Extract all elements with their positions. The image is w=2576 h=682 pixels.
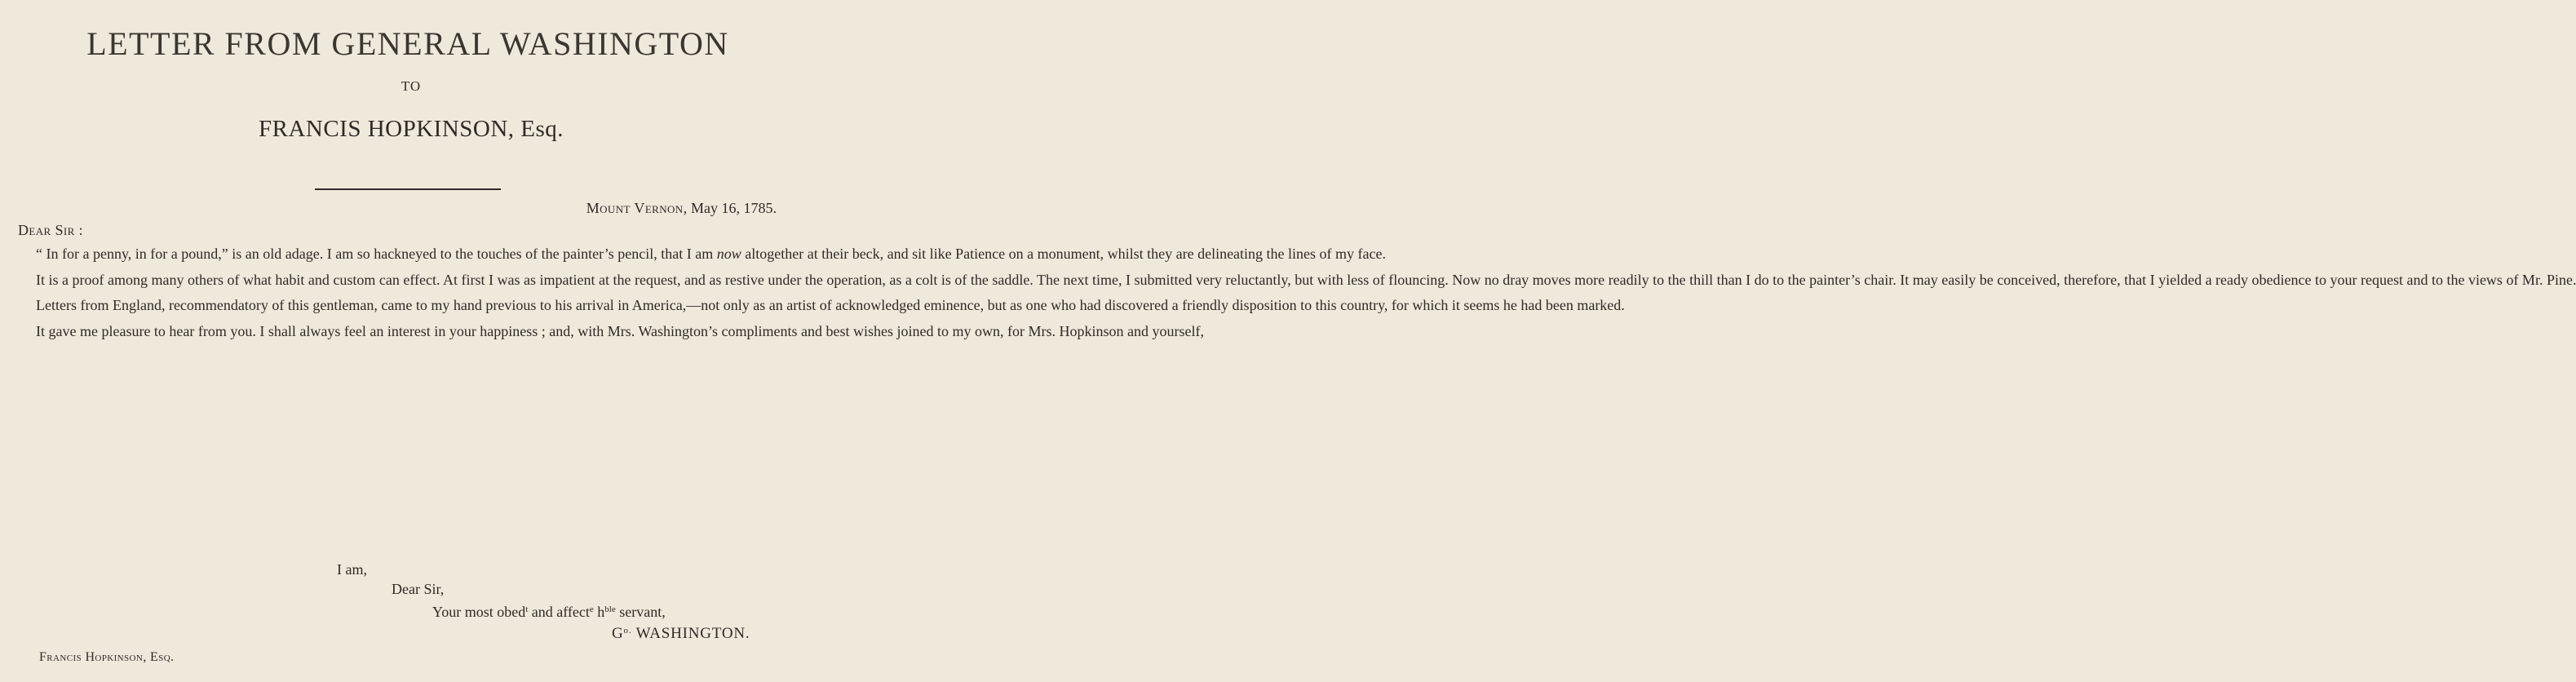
- paragraph-2: It is a proof among many others of what habit and custom can effect. At first I was as impatient at the request, and as restive under the operation, as a colt is of the saddle. The next time, I submitted very reluctantly, but with less of flouncing. Now no dray moves more readily to the thill than I do to the painter’s chair. It may easily be conceived, therefore, that I yielded a ready obedience to your request and to the views of Mr. Pine.: [36, 271, 2576, 288]
- footer-addressee: Francis Hopkinson, Esq.: [39, 650, 175, 664]
- emphasis-word: now: [716, 246, 741, 262]
- signature-name: WASHINGTON.: [631, 625, 750, 642]
- superscript-e: e: [589, 604, 594, 614]
- paragraph-3: Letters from England, recommendatory of this gentleman, came to my hand previous to his arrival in America,—not only as an artist of acknowledged eminence, but as one who had discovered a friendly disposition to this country, for which it seems he had been marked.: [36, 297, 1625, 313]
- paragraph-1-start: “ In for a penny, in for a pound,” is an old adage. I am so hackneyed to the touches of the painter’s pencil, that I am: [36, 246, 717, 262]
- closing-text-3: h: [593, 604, 605, 620]
- signature-initial: G: [612, 625, 624, 642]
- paragraph-4: It gave me pleasure to hear from you. I shall always feel an interest in your happiness ; and, with Mrs. Washington’s compliments and best wishes joined to my own, for Mrs. Hopkinson and yourself,: [36, 322, 1204, 339]
- superscript-t: t: [525, 604, 529, 614]
- dateline-place: Mount Vernon,: [586, 200, 688, 216]
- closing-servant-line: [432, 604, 666, 621]
- closing-text-2: and affect: [528, 604, 590, 620]
- dateline-date: May 16, 1785.: [691, 200, 777, 216]
- letter-body: [18, 242, 2576, 343]
- paragraph-1: [18, 242, 1386, 267]
- signature-superscript: o.: [623, 626, 632, 636]
- superscript-ble: ble: [604, 604, 616, 614]
- dateline: [586, 200, 777, 217]
- closing-text-1: Your most obed: [432, 604, 526, 620]
- closing-i-am: I am,: [337, 561, 367, 578]
- to-label: TO: [401, 78, 422, 94]
- paragraph-1-end: altogether at their beck, and sit like Patience on a monument, whilst they are delineating the lines of my face.: [741, 246, 1386, 262]
- signature: [612, 625, 750, 643]
- closing-dear-sir: Dear Sir,: [392, 581, 445, 597]
- divider-rule: [315, 188, 501, 190]
- closing-text-4: servant,: [615, 604, 666, 620]
- salutation: Dear Sir :: [18, 222, 84, 238]
- letter-title: LETTER FROM GENERAL WASHINGTON: [86, 25, 729, 62]
- addressee-heading: FRANCIS HOPKINSON, Esq.: [258, 116, 564, 142]
